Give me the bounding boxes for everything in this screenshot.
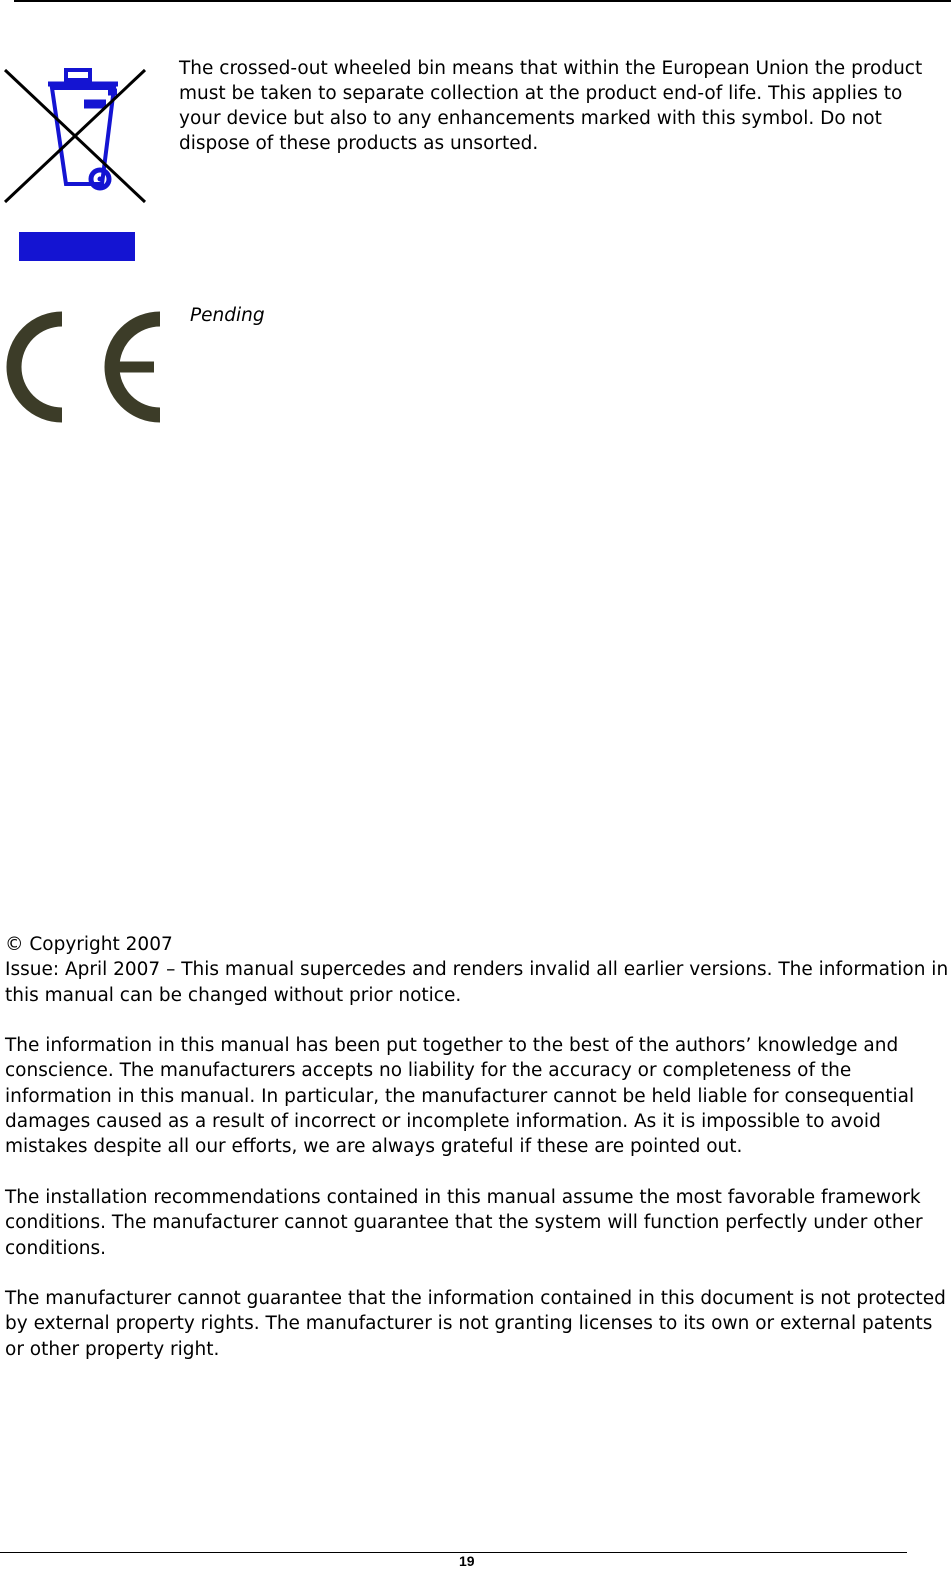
issue-paragraph: Issue: April 2007 – This manual supercedes and renders invalid all earlier versions. The information in this manual can be changed without prior notice. xyxy=(5,959,949,1006)
copyright-line: © Copyright 2007 xyxy=(5,934,173,955)
footer-rule xyxy=(0,1552,907,1553)
weee-description: The crossed-out wheeled bin means that within the European Union the product must be taken to separate collection at the product end-of life. This applies to your device but also to any enhancements marked with this symbol. Do not dispose of these products as unsorted. xyxy=(179,58,923,154)
header-rule xyxy=(14,0,951,2)
page-number: 19 xyxy=(459,1553,475,1569)
installation-paragraph: The installation recommendations contained in this manual assume the most favorable framework conditions. The manufacturer cannot guarantee that the system will function perfectly under other conditions. xyxy=(5,1186,923,1259)
ce-status: Pending xyxy=(190,305,265,326)
legal-notice xyxy=(5,932,950,1387)
weee-notice xyxy=(179,56,949,156)
property-paragraph: The manufacturer cannot guarantee that the information contained in this document is not protected by external property rights. The manufacturer is not granting licenses to its own or external patents or other property right. xyxy=(5,1288,946,1360)
crossed-out-wheeled-bin-icon xyxy=(2,62,148,262)
liability-paragraph: The information in this manual has been put together to the best of the authors’ knowledge and conscience. The manufacturers accepts no liability for the accuracy or completeness of the information in this manual. In particular, the manufacturer cannot be held liable for consequential damages caused as a result of incorrect or incomplete information. As it is impossible to avoid mistakes despite all our efforts, we are always grateful if these are pointed out. xyxy=(5,1035,915,1158)
ce-mark-icon xyxy=(2,304,166,428)
